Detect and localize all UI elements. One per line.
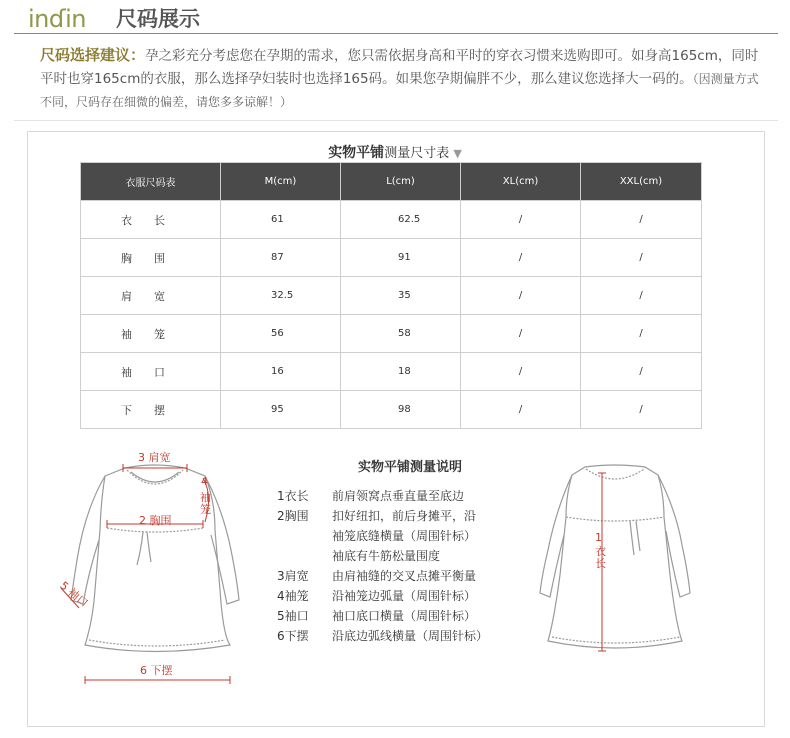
size-table xyxy=(80,162,702,429)
header-l: L(cm) xyxy=(341,163,461,201)
table-title xyxy=(0,142,790,162)
row-label: 下 摆 xyxy=(81,391,221,429)
cell-xxl: / xyxy=(581,239,702,277)
advice-lead: 尺码选择建议： xyxy=(40,46,146,64)
header-xxl: XXL(cm) xyxy=(581,163,702,201)
instruction-text: 沿底边弧线横量（周围针标） xyxy=(332,629,489,643)
instruction-key: 6下摆 xyxy=(277,629,309,643)
table-row xyxy=(81,277,702,315)
header-size-chart: 衣服尺码表 xyxy=(81,163,221,201)
cell-xl: / xyxy=(461,277,581,315)
size-advice xyxy=(40,44,760,114)
list-item xyxy=(277,586,517,606)
dress-front-measure-diagram xyxy=(55,440,255,700)
dress-length-diagram xyxy=(530,455,700,670)
cell-m: 61 xyxy=(221,201,341,239)
cell-m: 56 xyxy=(221,315,341,353)
cell-xxl: / xyxy=(581,277,702,315)
left-sleeve xyxy=(540,475,572,597)
row-label: 袖 笼 xyxy=(81,315,221,353)
table-row xyxy=(81,391,702,429)
instructions-title: 实物平铺测量说明 xyxy=(357,460,462,475)
table-row xyxy=(81,353,702,391)
list-item xyxy=(277,626,517,646)
page-title: 尺码展示 xyxy=(116,7,200,31)
cell-m: 95 xyxy=(221,391,341,429)
cell-xl: / xyxy=(461,201,581,239)
advice-divider xyxy=(14,120,778,121)
length-label: 衣长 xyxy=(595,545,606,570)
brand-logo: inɗin xyxy=(28,5,86,33)
instructions-list xyxy=(277,486,517,646)
instruction-text: 扣好纽扣，前后身摊平，沿 xyxy=(332,509,477,523)
instruction-key: 3肩宽 xyxy=(277,569,309,583)
cell-m: 87 xyxy=(221,239,341,277)
cell-l: 18 xyxy=(341,353,461,391)
right-sleeve xyxy=(658,475,690,597)
shoulder-width-label: 3 肩宽 xyxy=(138,451,171,464)
instruction-key: 1衣长 xyxy=(277,489,309,503)
cell-l: 35 xyxy=(341,277,461,315)
cell-xl: / xyxy=(461,391,581,429)
row-label: 胸 围 xyxy=(81,239,221,277)
cell-l: 58 xyxy=(341,315,461,353)
instruction-key: 5袖口 xyxy=(277,609,309,623)
hem-label: 6 下摆 xyxy=(140,664,173,677)
instruction-key: 2胸围 xyxy=(277,509,309,523)
instruction-text: 由肩袖缝的交叉点摊平衡量 xyxy=(332,569,477,583)
list-item xyxy=(277,566,517,586)
cell-l: 91 xyxy=(341,239,461,277)
cell-xl: / xyxy=(461,353,581,391)
header-m: M(cm) xyxy=(221,163,341,201)
cell-xl: / xyxy=(461,239,581,277)
instruction-text: 袖笼底缝横量（周围针标） xyxy=(332,529,477,543)
cell-xxl: / xyxy=(581,201,702,239)
row-label: 肩 宽 xyxy=(81,277,221,315)
cell-l: 62.5 xyxy=(341,201,461,239)
cuff-label: 5 袖口 xyxy=(57,578,91,610)
instruction-text: 袖底有牛筋松量围度 xyxy=(332,549,441,563)
cell-xl: / xyxy=(461,315,581,353)
waist-seam xyxy=(107,528,203,532)
armhole-label-num: 4 xyxy=(201,475,208,488)
advice-note: （因测量方式不同，尺码存在细微的偏差，请您多多谅解！） xyxy=(40,72,759,109)
list-item xyxy=(277,486,517,506)
neckline xyxy=(586,469,644,479)
instruction-key: 4袖笼 xyxy=(277,589,309,603)
armhole-label: 袖笼 xyxy=(200,491,211,516)
instruction-text: 前肩领窝点垂直量至底边 xyxy=(332,489,465,503)
triangle-down-icon: ▼ xyxy=(453,147,462,160)
cell-l: 98 xyxy=(341,391,461,429)
cell-xxl: / xyxy=(581,353,702,391)
instruction-text: 沿袖笼边弧量（周围针标） xyxy=(332,589,477,603)
list-item xyxy=(277,506,517,566)
table-row xyxy=(81,201,702,239)
length-label-num: 1 xyxy=(595,531,602,544)
dress-outline xyxy=(548,465,682,648)
header-xl: XL(cm) xyxy=(461,163,581,201)
cell-m: 32.5 xyxy=(221,277,341,315)
row-label: 衣 长 xyxy=(81,201,221,239)
cell-xxl: / xyxy=(581,391,702,429)
instruction-text: 袖口底口横量（周围针标） xyxy=(332,609,477,623)
row-label: 袖 口 xyxy=(81,353,221,391)
table-row xyxy=(81,239,702,277)
table-row xyxy=(81,315,702,353)
advice-body: 孕之彩充分考虑您在孕期的需求，您只需依据身高和平时的穿衣习惯来选购即可。如身高165cm，同时平时也穿165cm的衣服，那么选择孕妇装时也选择165码。如果您孕期偏胖不少，那么建议您选择大一码的。 xyxy=(40,48,759,87)
cell-xxl: / xyxy=(581,315,702,353)
table-header-row xyxy=(81,163,702,201)
table-title-rest: 测量尺寸表 xyxy=(384,146,450,161)
chest-label: 2 胸围 xyxy=(139,514,172,527)
table-title-bold: 实物平铺 xyxy=(328,145,385,161)
header-divider xyxy=(14,33,778,34)
list-item xyxy=(277,606,517,626)
cell-m: 16 xyxy=(221,353,341,391)
